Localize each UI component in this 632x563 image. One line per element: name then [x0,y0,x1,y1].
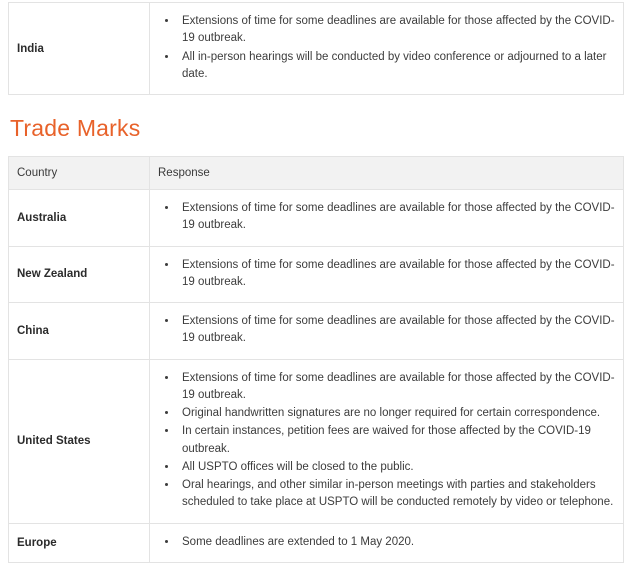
response-cell [150,523,624,562]
country-cell: Australia [9,190,150,247]
country-cell: China [9,303,150,360]
response-cell [150,359,624,523]
response-list [158,313,615,348]
list-item: • In certain instances, petition fees are waived for those affected by the COVID-19 outbreak. [178,423,615,458]
response-cell [150,190,624,247]
response-cell [150,303,624,360]
list-item: • Some deadlines are extended to 1 May 2020. [178,534,615,551]
response-list [158,370,615,512]
response-list [158,200,615,235]
list-item: • Extensions of time for some deadlines are available for those affected by the COVID-19 outbreak. [178,13,615,48]
list-item: • Extensions of time for some deadlines are available for those affected by the COVID-19 outbreak. [178,370,615,405]
trade-marks-table [8,156,624,563]
country-cell: India [9,3,150,95]
response-list [158,534,615,551]
response-list [158,13,615,83]
table-row [9,246,624,303]
response-list [158,257,615,292]
table-row [9,303,624,360]
country-cell: New Zealand [9,246,150,303]
list-item: • All USPTO offices will be closed to the public. [178,459,615,476]
country-cell: Europe [9,523,150,562]
patents-table-body [9,3,624,95]
list-item: • Oral hearings, and other similar in-person meetings with parties and stakeholders scheduled to take place at USPTO will be conducted remotely by video or telephone. [178,477,615,512]
table-row [9,3,624,95]
table-row [9,190,624,247]
patents-table-continued [8,2,624,95]
list-item: • Extensions of time for some deadlines are available for those affected by the COVID-19 outbreak. [178,200,615,235]
table-header-row [9,157,624,190]
list-item: • Extensions of time for some deadlines are available for those affected by the COVID-19 outbreak. [178,257,615,292]
response-cell [150,3,624,95]
response-cell [150,246,624,303]
country-cell: United States [9,359,150,523]
table-row [9,523,624,562]
list-item: • Extensions of time for some deadlines are available for those affected by the COVID-19 outbreak. [178,313,615,348]
column-header-response: Response [150,157,624,190]
list-item: • All in-person hearings will be conducted by video conference or adjourned to a later date. [178,49,615,84]
column-header-country: Country [9,157,150,190]
trade-marks-table-body [9,157,624,563]
list-item: • Original handwritten signatures are no longer required for certain correspondence. [178,405,615,422]
table-row [9,359,624,523]
page-title: Trade Marks [10,115,141,141]
